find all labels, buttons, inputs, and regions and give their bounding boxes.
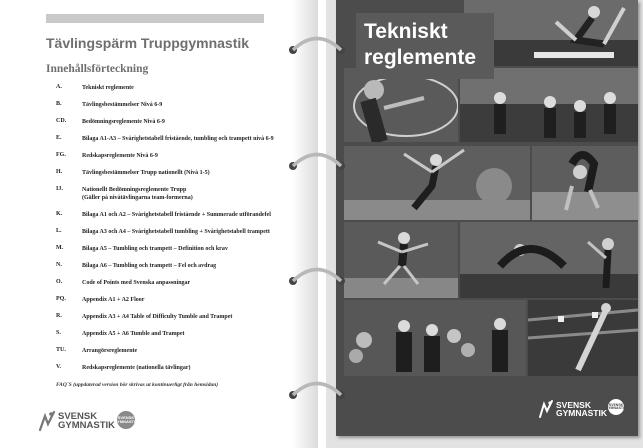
toc-letter: S. [56, 330, 61, 336]
toc-text: Nationellt Bedömningsreglemente Trupp [82, 187, 187, 193]
photo-trampett-jump [344, 222, 458, 298]
toc-text: Redskapsreglemente (nationella tävlingar) [82, 365, 191, 371]
cover-title-line-1: Tekniskt [364, 20, 448, 43]
toc-text: Bilaga A3 och A4 – Svårighetstabell tumbling + Svårighetstabell trampett [82, 229, 270, 235]
cover-federation-badge-icon: SVENSK GYMNASTIK [608, 399, 624, 415]
toc-text: Bilaga A5 – Tumbling och trampett – Definition och krav [82, 246, 228, 252]
binder-ring-icon [287, 35, 347, 57]
toc-letter: V. [56, 364, 62, 370]
federation-badge-icon: SVENSK GYMNASTIK [117, 411, 135, 429]
cover-sheet [336, 0, 638, 436]
toc-letter: M. [56, 245, 64, 251]
cover-logo-wordmark [556, 401, 607, 418]
toc-letter: L. [56, 228, 62, 234]
toc-text: Tävlingsbestämmelser Trupp nationellt (Nivå 1-5) [82, 170, 210, 176]
toc-text: Bilaga A6 – Tumbling och trampett – Fel och avdrag [82, 263, 217, 269]
cover-logo-line-1: SVENSK [556, 399, 591, 410]
svensk-gymnastik-logo [38, 408, 118, 434]
toc-text: Bilaga A1-A3 – Svårighetstabell fristående, tumbling och trampett nivå 6-9 [82, 136, 274, 142]
toc-text: Code of Points med Svenska anpassningar [82, 280, 191, 286]
cover-title [356, 13, 494, 79]
toc-text: Bilaga A1 och A2 – Svårighetstabell fristående + Summerade utförandefel [82, 212, 271, 218]
logo-wordmark [58, 412, 115, 431]
toc-item [56, 118, 306, 126]
toc-item [56, 169, 306, 177]
toc-letter: K. [56, 211, 63, 217]
document-title: Tävlingspärm Truppgymnastik [46, 35, 250, 51]
toc-item [56, 347, 306, 355]
toc-text-note: (Gäller på nivåtävlingarna team-formerna) [82, 195, 193, 201]
toc-text: Appendix A5 + A6 Tumble and Trampet [82, 331, 185, 337]
toc-letter: B. [56, 101, 62, 107]
toc-letter: TU. [56, 347, 66, 353]
photo-rhythmic-hoop [344, 68, 458, 142]
photo-gymnasts-balloons [344, 300, 526, 376]
toc-text: Bedömningsreglemente Nivå 6-9 [82, 119, 165, 125]
right-page [326, 0, 643, 448]
toc-letter: R. [56, 313, 62, 319]
cover-svensk-gymnastik-logo [538, 398, 608, 420]
cover-title-line-2: reglemente [364, 46, 477, 69]
toc-letter: E. [56, 135, 62, 141]
toc-heading: Innehållsförteckning [46, 63, 149, 75]
toc-text: Arrangörsreglemente [82, 348, 138, 354]
photo-gym-hall-ceiling [528, 300, 638, 376]
toc-item [56, 330, 306, 338]
toc-item [56, 211, 306, 219]
faq-note: FAQ´S (uppdaterad version bör skrivas ut kontinuerligt från hemsidan) [56, 382, 219, 388]
toc-letter: IJ. [56, 186, 63, 192]
photo-tumbling-row [460, 222, 638, 298]
toc-item [56, 313, 306, 321]
toc-letter: FG. [56, 152, 66, 158]
toc-item [56, 101, 306, 109]
binder-ring-icon [287, 380, 347, 402]
toc-text-block [82, 186, 306, 202]
left-page [0, 0, 318, 448]
photo-tumbling-tuck [532, 146, 638, 220]
toc-item [56, 296, 306, 304]
toc-letter: O. [56, 279, 63, 285]
toc-letter: CD. [56, 118, 67, 124]
toc-item [56, 279, 306, 287]
toc-text: Tävlingsbestämmelser Nivå 6-9 [82, 102, 163, 108]
table-of-contents [56, 84, 306, 372]
photo-floor-leap [344, 146, 530, 220]
toc-letter: N. [56, 262, 62, 268]
toc-text: Redskapsreglemente Nivå 6-9 [82, 153, 158, 159]
toc-letter: A. [56, 84, 62, 90]
header-bar [46, 14, 264, 23]
gymnast-figure-icon [38, 410, 56, 432]
binder-ring-icon [287, 266, 347, 288]
toc-item [56, 364, 306, 372]
toc-item [56, 262, 306, 270]
photo-team-crowd [460, 68, 638, 142]
toc-letter: H. [56, 169, 63, 175]
toc-item [56, 186, 306, 202]
toc-letter: PQ. [56, 296, 66, 302]
toc-item [56, 135, 306, 143]
toc-item [56, 228, 306, 236]
gymnast-figure-icon [538, 399, 554, 419]
binder-ring-icon [287, 151, 347, 173]
toc-text: Appendix A1 + A2 Floor [82, 297, 145, 303]
toc-item [56, 84, 306, 92]
logo-line-1: SVENSK [58, 410, 98, 422]
toc-text: Appendix A3 + A4 Table of Difficulty Tumble and Trampet [82, 314, 233, 320]
logo-line-2: GYMNASTIK [58, 420, 115, 431]
toc-item [56, 245, 306, 253]
toc-text: Tekniskt reglemente [82, 85, 134, 91]
toc-item [56, 152, 306, 160]
cover-logo-line-2: GYMNASTIK [556, 408, 607, 418]
